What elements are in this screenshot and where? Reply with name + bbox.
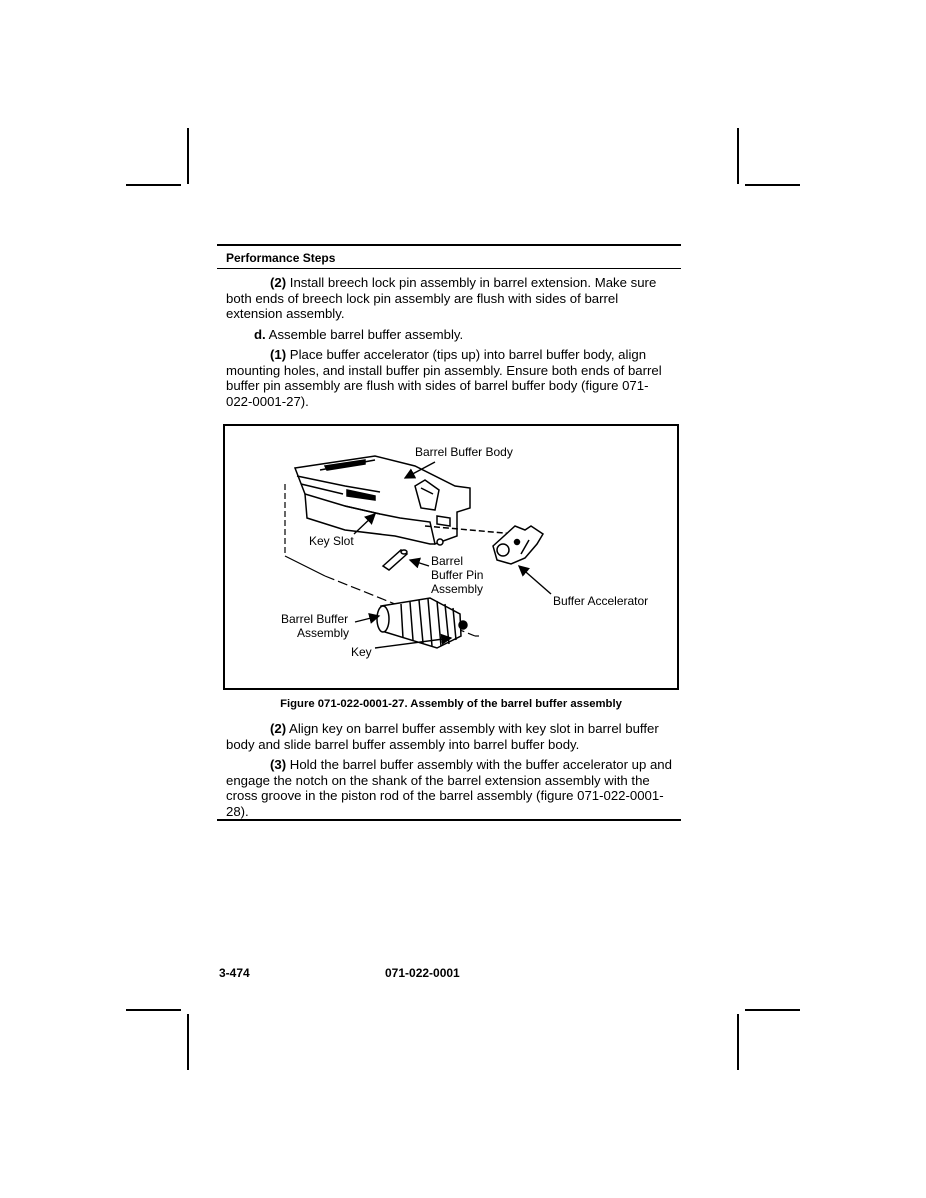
figure-caption: Figure 071-022-0001-27. Assembly of the barrel buffer assembly bbox=[280, 698, 622, 710]
step-text: Place buffer accelerator (tips up) into barrel buffer body, align mounting holes, and install buffer pin assembly. Ensure both ends of barrel buffer pin assembly are flush with sides of barrel buffer body (figure 071-022-0001-27). bbox=[226, 347, 662, 409]
crop-mark-bottom-left-vertical bbox=[187, 1014, 189, 1070]
header-rule-top bbox=[217, 244, 681, 246]
section-end-rule bbox=[217, 819, 681, 821]
crop-mark-bottom-right-horizontal bbox=[745, 1009, 800, 1011]
label-barrel-buffer-body: Barrel Buffer Body bbox=[415, 445, 513, 459]
label-pin-line2: Buffer Pin bbox=[431, 568, 484, 582]
crop-mark-top-left-horizontal bbox=[126, 184, 181, 186]
buffer-accelerator bbox=[493, 526, 543, 564]
step-number: d. bbox=[254, 326, 266, 342]
step-number: (2) bbox=[270, 275, 287, 290]
step-text: Assemble barrel buffer assembly. bbox=[265, 326, 464, 342]
page-number: 3-474 bbox=[219, 966, 250, 980]
label-key: Key bbox=[351, 645, 372, 659]
crop-mark-top-right-vertical bbox=[737, 128, 739, 184]
step-3-hold-assembly bbox=[226, 757, 674, 819]
crop-mark-top-right-horizontal bbox=[745, 184, 800, 186]
label-assembly-line2: Assembly bbox=[297, 626, 350, 640]
steps-top bbox=[226, 275, 674, 414]
crop-mark-bottom-left-horizontal bbox=[126, 1009, 181, 1011]
label-assembly-line1: Barrel Buffer bbox=[281, 612, 349, 626]
step-text: Align key on barrel buffer assembly with key slot in barrel buffer body and slide barrel buffer assembly into barrel buffer body. bbox=[226, 721, 659, 752]
barrel-buffer-pin bbox=[383, 550, 407, 570]
crop-mark-bottom-right-vertical bbox=[737, 1014, 739, 1070]
task-number: 071-022-0001 bbox=[385, 966, 460, 980]
barrel-buffer-body bbox=[295, 456, 515, 545]
label-buffer-accelerator: Buffer Accelerator bbox=[553, 594, 649, 608]
steps-bottom bbox=[226, 721, 674, 824]
section-header: Performance Steps bbox=[226, 251, 336, 265]
step-text: Install breech lock pin assembly in barrel extension. Make sure both ends of breech lock pin assembly are flush with sides of barrel extension assembly. bbox=[226, 275, 657, 321]
label-pin-line3: Assembly bbox=[431, 582, 484, 596]
crop-mark-top-left-vertical bbox=[187, 128, 189, 184]
step-number: (2) bbox=[270, 721, 287, 736]
step-2-breech-lock bbox=[226, 275, 674, 322]
header-rule-bottom bbox=[217, 268, 681, 269]
label-key-slot: Key Slot bbox=[309, 534, 354, 548]
step-1-place-accelerator bbox=[226, 347, 674, 409]
figure-frame bbox=[223, 424, 679, 690]
step-d-assemble bbox=[226, 327, 674, 343]
step-number: (1) bbox=[270, 347, 287, 362]
label-pin-line1: Barrel bbox=[431, 554, 464, 568]
barrel-buffer-assembly bbox=[377, 598, 467, 648]
step-text: Hold the barrel buffer assembly with the buffer accelerator up and engage the notch on the shank of the barrel extension assembly with the cross groove in the piston rod of the barrel assembly (figure 071-022-0001-28). bbox=[226, 757, 672, 819]
step-number: (3) bbox=[270, 757, 287, 772]
step-2-align-key bbox=[226, 721, 674, 752]
